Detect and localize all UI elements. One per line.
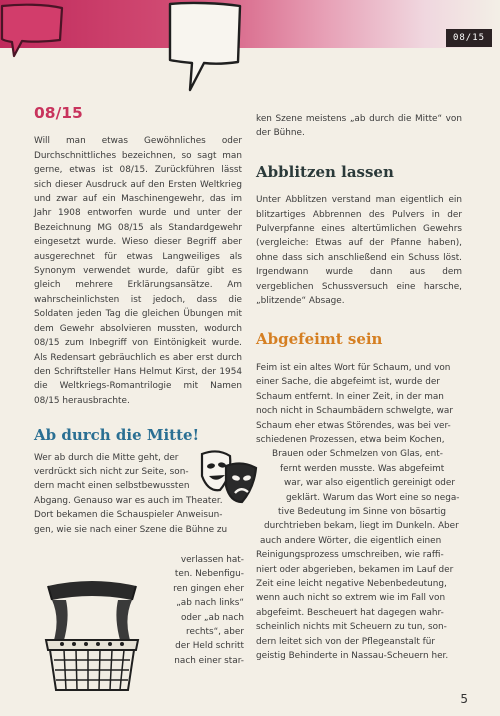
abgefeimt-line: niert oder abgerieben, bekamen im Lauf der: [256, 564, 454, 575]
mitte-line: Dort bekamen die Schauspieler Anweisun-: [34, 510, 223, 521]
mitte-line: Wer ab durch die Mitte geht, der: [34, 452, 179, 463]
theater-stage-icon: [40, 578, 144, 696]
abgefeimt-line: geistig Behinderte in Nassau-Scheuern her.: [256, 651, 449, 661]
abgefeimt-line: dern leitet sich von der Pflegeanstalt für: [256, 636, 436, 647]
speech-bubble-white-icon: [160, 0, 246, 96]
heading-ab-durch-die-mitte: Ab durch die Mitte!: [34, 426, 200, 445]
abgefeimt-line: war, war also eigentlich gereinigt oder: [284, 478, 455, 489]
abgefeimt-line: einer Sache, die abgefeimt ist, wurde der: [256, 377, 440, 388]
abgefeimt-line: tive Bedeutung im Sinne von bösartig: [278, 506, 446, 517]
abgefeimt-line: abgefeimt. Bescheuert hat dagegen wahr-: [256, 607, 444, 618]
page-number: 5: [460, 692, 468, 706]
mitte-line: verlassen hat-: [180, 555, 244, 565]
heading-abblitzen-lassen: Abblitzen lassen: [256, 162, 394, 181]
header-banner: [0, 0, 500, 48]
mitte-line: rechts“, aber: [186, 627, 244, 638]
abgefeimt-line: geklärt. Warum das Wort eine so nega-: [286, 492, 460, 503]
abgefeimt-line: Schaum eher etwas Störendes, was bei ver-: [256, 420, 451, 431]
abgefeimt-line: Zeit eine leicht negative Nebenbedeutung,: [256, 578, 447, 589]
right-column: [256, 112, 462, 663]
speech-bubble-pink-icon: [0, 0, 70, 62]
mitte-text-narrow: [160, 553, 244, 668]
mitte-line: gen, wie sie nach einer Szene die Bühne zu: [34, 524, 228, 535]
mitte-line: dern macht einen selbstbewussten: [34, 481, 190, 492]
mitte-line: oder „ab nach: [180, 612, 244, 623]
mitte-line: nach einer star-: [174, 655, 244, 666]
abgefeimt-line: noch nicht in Schaumbädern schwelgte, war: [256, 406, 454, 417]
mitte-line: ren gingen eher: [173, 583, 244, 594]
mitte-line: „ab nach links“: [176, 598, 244, 609]
abgefeimt-line: durchtrieben bekam, liegt im Dunkeln. Aber: [264, 521, 459, 532]
abgefeimt-line: wenn auch nicht so extrem wie im Fall von: [256, 593, 446, 604]
abgefeimt-line: Brauen oder Schmelzen von Glas, ent-: [272, 449, 443, 460]
heading-abgefeimt-sein: Abgefeimt sein: [256, 330, 383, 349]
paragraph-0815: Will man etwas Gewöhnliches oder Durchschnittliches bezeichnen, so sagt man gerne, etwas ist 08/15. Zurückführen lässt sich dieser Ausdruck auf den Ersten Weltkrieg und zwar auf ein Maschinengewehr, das im Jahr 1908 entworfen wurde und unter der Bezeichnung MG 08/15 als Standardgewehr eingesetzt wurde. Wieso dieser Begriff aber ausgerechnet für etwas Langweiliges als Synonym verwendet wurde, dafür gibt es gleich mehrere Erklärungsansätze. Am wahrscheinlichsten ist jedoch, dass die Soldaten jeden Tag die gleichen Übungen mit dem Gewehr absolvieren mussten, wodurch 08/15 zum Inbegriff von Eintönigkeit wurde. Als Redensart gebräuchlich es aber erst durch den Schriftsteller Hans Helmut Kirst, der 1954 die Weltkriegs-Romantrilogie mit Namen 08/15 herausbrachte.: [34, 136, 242, 406]
theater-masks-icon: [196, 446, 262, 512]
abgefeimt-line: fernt werden musste. Was abgefeimt: [280, 463, 445, 474]
mitte-line: ten. Nebenfigu-: [174, 569, 244, 580]
abgefeimt-line: Reinigungsprozess umschreiben, wie raffi-: [256, 550, 444, 561]
mitte-line: verdrückt sich nicht zur Seite, son-: [34, 466, 189, 477]
abgefeimt-line: auch andere Wörter, die eigentlich einen: [260, 535, 442, 546]
issue-tag: 08/15: [446, 29, 492, 47]
abgefeimt-line: scheinlich nichts mit Scheuern zu tun, son-: [256, 622, 447, 633]
heading-0815: 08/15: [34, 104, 83, 122]
abgefeimt-line: Schaum entfernt. In einer Zeit, in der man: [256, 391, 444, 402]
abgefeimt-line: Feim ist ein altes Wort für Schaum, und von: [256, 362, 451, 373]
mitte-line: Abgang. Genauso war es auch im Theater.: [34, 495, 223, 506]
mitte-line: der Held schritt: [175, 641, 244, 652]
mitte-continued-text: ken Szene meistens „ab durch die Mitte“ von der Bühne.: [256, 114, 462, 139]
paragraph-abgefeimt: [256, 361, 462, 664]
paragraph-abblitzen: Unter Abblitzen verstand man eigentlich ein blitzartiges Abbrennen des Pulvers in der Pulverpfanne eines altertümlichen Gewehrs (vergleiche: Etwas auf der Pfanne haben), ohne dass sich anschließend ein Schuss löst. Irgendwann wurde dann aus dem vergeblichen Schussversuch eine harsche, „blitzende“ Absage.: [256, 195, 462, 307]
abgefeimt-line: schiedenen Prozessen, etwa beim Kochen,: [256, 434, 445, 445]
